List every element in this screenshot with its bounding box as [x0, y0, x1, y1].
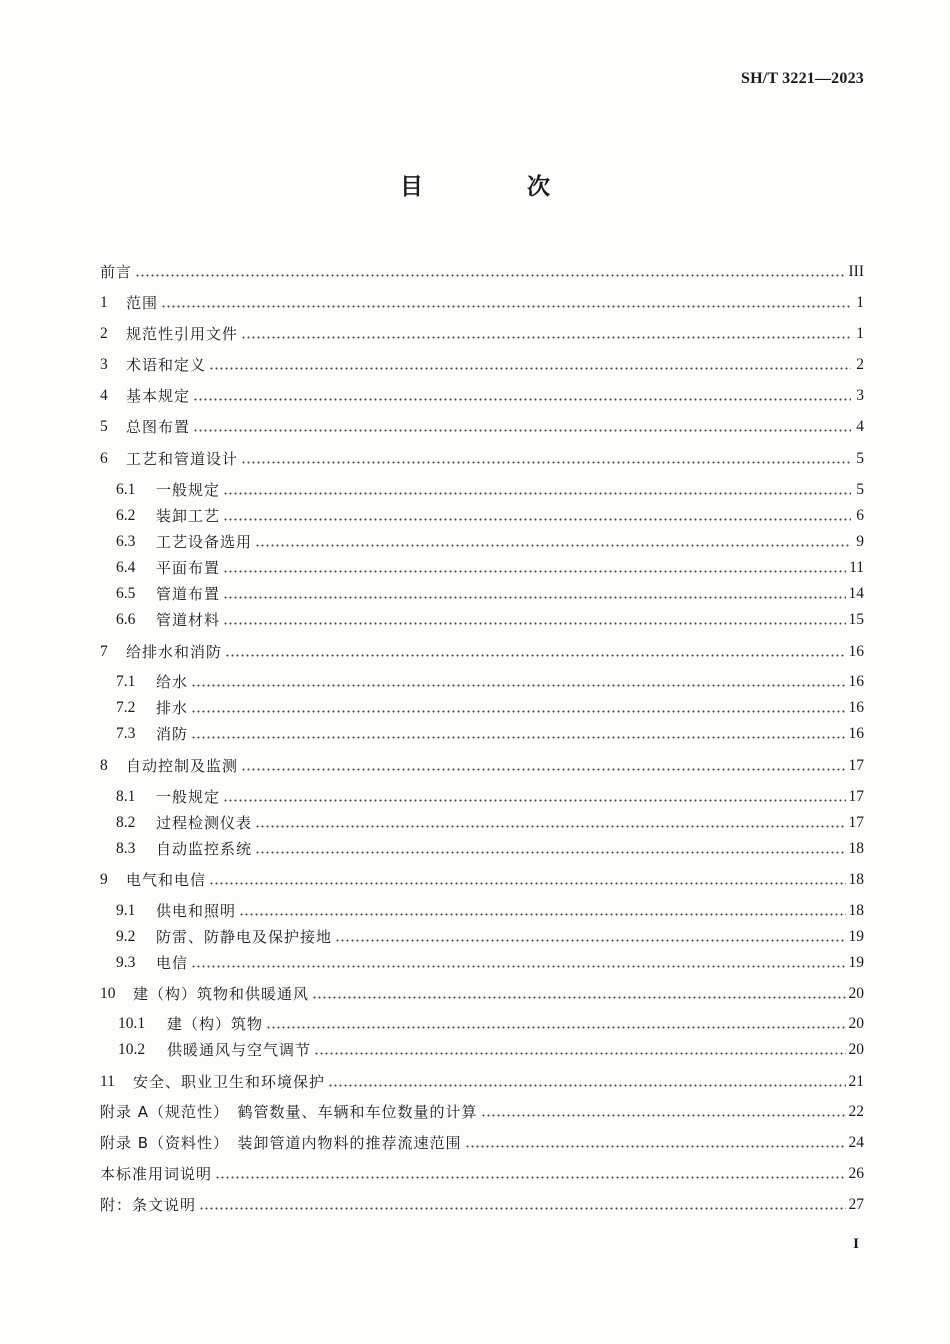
toc-entry-page: 1	[856, 325, 864, 342]
toc-entry-label: 自动控制及监测	[126, 757, 239, 775]
toc-entry-page: 15	[848, 611, 864, 628]
toc-dot-leader	[191, 965, 845, 968]
toc-dot-leader	[223, 570, 846, 573]
toc-entry-number: 6.1	[116, 481, 136, 498]
toc-entry-number: 1	[100, 294, 108, 311]
toc-entry-number: 9.2	[116, 928, 136, 945]
toc-entry-page: 18	[848, 902, 864, 919]
toc-entry[interactable]	[100, 1010, 864, 1034]
toc-entry-label: 供暖通风与空气调节	[167, 1041, 312, 1059]
toc-entry-page: 14	[848, 585, 864, 602]
toc-entry-label: 规范性引用文件	[126, 325, 239, 343]
toc-dot-leader	[239, 913, 845, 916]
toc-entry-page: 20	[848, 1015, 864, 1032]
toc-entry-number: 9.1	[116, 902, 136, 919]
standard-code: SH/T 3221—2023	[741, 70, 864, 87]
toc-entry-number: 9.3	[116, 954, 136, 971]
toc-entry-page: 19	[848, 928, 864, 945]
toc-entry-number: 2	[100, 325, 108, 342]
toc-entry-number: 10	[100, 985, 116, 1002]
toc-entry-label: 安全、职业卫生和环境保护	[133, 1073, 326, 1091]
toc-dot-leader	[328, 1084, 845, 1087]
toc-entry-label: 管道布置	[156, 585, 221, 603]
toc-entry[interactable]	[100, 980, 864, 1004]
toc-entry-number: 7.3	[116, 725, 136, 742]
toc-entry-number: 4	[100, 387, 108, 404]
toc-entry[interactable]	[100, 382, 864, 406]
toc-dot-leader	[209, 882, 845, 885]
toc-dot-leader	[193, 429, 851, 432]
toc-entry[interactable]	[100, 320, 864, 344]
toc-entry[interactable]	[100, 289, 864, 313]
toc-entry-label: 一般规定	[156, 788, 221, 806]
toc-dot-leader	[135, 274, 845, 277]
toc-entry[interactable]	[100, 1036, 864, 1060]
toc-entry-label: 一般规定	[156, 481, 221, 499]
toc-entry[interactable]	[100, 866, 864, 890]
toc-entry-label: 范围	[126, 294, 159, 312]
toc-entry-page: 17	[848, 814, 864, 831]
toc-entry-label: 管道材料	[156, 611, 221, 629]
toc-dot-leader	[266, 1026, 845, 1029]
toc-dot-leader	[255, 825, 845, 828]
toc-entry-label: 排水	[156, 699, 189, 717]
toc-entry-number: 7.1	[116, 673, 136, 690]
toc-dot-leader	[223, 596, 845, 599]
toc-entry-page: 1	[856, 294, 864, 311]
toc-entry-page: 16	[848, 673, 864, 690]
toc-entry[interactable]	[100, 809, 864, 833]
toc-entry-label: 平面布置	[156, 559, 221, 577]
page-number: I	[853, 1236, 859, 1252]
toc-entry-page: 27	[848, 1196, 864, 1213]
toc-entry-page: 22	[848, 1103, 864, 1120]
toc-entry-label: 工艺设备选用	[156, 533, 253, 551]
toc-dot-leader	[255, 851, 845, 854]
toc-dot-leader	[193, 398, 851, 401]
toc-entry[interactable]	[100, 752, 864, 776]
toc-entry[interactable]	[100, 258, 864, 282]
toc-entry[interactable]	[100, 897, 864, 921]
toc-dot-leader	[191, 684, 845, 687]
toc-dot-leader	[314, 1052, 845, 1055]
toc-entry-page: 18	[848, 840, 864, 857]
toc-entry-page: 2	[856, 356, 864, 373]
toc-dot-leader	[225, 654, 845, 657]
toc-entry-number: 5	[100, 418, 108, 435]
toc-entry-page: 16	[848, 643, 864, 660]
toc-entry-page: 6	[856, 507, 864, 524]
toc-entry[interactable]	[100, 580, 864, 604]
toc-entry[interactable]	[100, 1068, 864, 1092]
toc-entry[interactable]	[100, 720, 864, 744]
toc-entry-page: 11	[849, 559, 864, 576]
toc-entry-label: 电气和电信	[126, 871, 207, 889]
toc-entry-page: 17	[848, 788, 864, 805]
toc-entry[interactable]	[100, 694, 864, 718]
toc-dot-leader	[223, 492, 851, 495]
toc-dot-leader	[215, 1176, 845, 1179]
toc-dot-leader	[191, 736, 845, 739]
toc-entry-label: 基本规定	[126, 387, 191, 405]
toc-entry-label: 电信	[156, 954, 189, 972]
toc-entry[interactable]	[100, 1129, 864, 1153]
toc-entry[interactable]	[100, 835, 864, 859]
toc-entry-label: 附录 B（资料性） 装卸管道内物料的推荐流速范围	[100, 1134, 462, 1152]
toc-dot-leader	[191, 710, 845, 713]
toc-title: 目 次	[399, 174, 598, 200]
toc-entry-label: 自动监控系统	[156, 840, 253, 858]
toc-entry-label: 消防	[156, 725, 189, 743]
toc-entry-page: 16	[848, 725, 864, 742]
toc-entry-number: 6.4	[116, 559, 136, 576]
toc-entry-page: 20	[848, 985, 864, 1002]
toc-entry[interactable]	[100, 1191, 864, 1215]
toc-entry-label: 附录 A（规范性） 鹤管数量、车辆和车位数量的计算	[100, 1103, 478, 1121]
toc-entry-number: 9	[100, 871, 108, 888]
toc-dot-leader	[223, 518, 851, 521]
toc-dot-leader	[465, 1145, 846, 1148]
toc-entry-number: 10.2	[118, 1041, 146, 1058]
toc-entry-number: 8	[100, 757, 108, 774]
toc-dot-leader	[481, 1114, 846, 1117]
toc-entry-label: 术语和定义	[126, 356, 207, 374]
toc-entry-page: 21	[848, 1073, 864, 1090]
toc-entry-page: 18	[848, 871, 864, 888]
toc-entry[interactable]	[100, 351, 864, 375]
toc-dot-leader	[335, 939, 845, 942]
toc-entry[interactable]	[100, 1160, 864, 1184]
toc-entry[interactable]	[100, 554, 864, 578]
toc-entry-number: 6.5	[116, 585, 136, 602]
toc-entry-page: III	[848, 263, 864, 280]
toc-entry-page: 19	[848, 954, 864, 971]
toc-dot-leader	[223, 622, 845, 625]
toc-entry-page: 26	[848, 1165, 864, 1182]
toc-entry-page: 4	[856, 418, 864, 435]
toc-entry[interactable]	[100, 668, 864, 692]
toc-entry[interactable]	[100, 502, 864, 526]
toc-entry-label: 本标准用词说明	[100, 1165, 213, 1183]
toc-entry-label: 给水	[156, 673, 189, 691]
toc-entry-page: 20	[848, 1041, 864, 1058]
toc-entry-number: 3	[100, 356, 108, 373]
toc-entry[interactable]	[100, 606, 864, 630]
toc-entry-number: 6.3	[116, 533, 136, 550]
toc-entry-number: 8.1	[116, 788, 136, 805]
toc-entry[interactable]	[100, 476, 864, 500]
toc-entry-page: 5	[856, 450, 864, 467]
toc-entry-number: 7.2	[116, 699, 136, 716]
toc-entry[interactable]	[100, 445, 864, 469]
toc-entry-number: 6.2	[116, 507, 136, 524]
toc-entry-page: 3	[856, 387, 864, 404]
toc-entry-page: 5	[856, 481, 864, 498]
toc-entry[interactable]	[100, 638, 864, 662]
toc-entry[interactable]	[100, 413, 864, 437]
toc-entry[interactable]	[100, 923, 864, 947]
toc-entry-label: 附：条文说明	[100, 1196, 197, 1214]
toc-entry-number: 8.3	[116, 840, 136, 857]
toc-entry[interactable]	[100, 949, 864, 973]
toc-dot-leader	[199, 1207, 845, 1210]
toc-entry-page: 9	[856, 533, 864, 550]
toc-entry-number: 7	[100, 643, 108, 660]
toc-entry-page: 24	[848, 1134, 864, 1151]
toc-entry-number: 6	[100, 450, 108, 467]
toc-entry-label: 过程检测仪表	[156, 814, 253, 832]
toc-entry-label: 总图布置	[126, 418, 191, 436]
toc-dot-leader	[255, 544, 851, 547]
toc-entry[interactable]	[100, 1098, 864, 1122]
toc-entry-number: 10.1	[118, 1015, 146, 1032]
toc-entry-number: 11	[100, 1073, 115, 1090]
toc-entry-number: 6.6	[116, 611, 136, 628]
toc-entry-page: 17	[848, 757, 864, 774]
toc-entry[interactable]	[100, 528, 864, 552]
toc-entry-label: 工艺和管道设计	[126, 450, 239, 468]
toc-dot-leader	[241, 336, 851, 339]
toc-entry-label: 装卸工艺	[156, 507, 221, 525]
toc-dot-leader	[209, 367, 851, 370]
toc-dot-leader	[161, 305, 851, 308]
toc-entry-label: 前言	[100, 263, 133, 281]
toc-entry-label: 给排水和消防	[126, 643, 223, 661]
toc-dot-leader	[241, 768, 845, 771]
toc-dot-leader	[312, 996, 845, 999]
toc-entry-page: 16	[848, 699, 864, 716]
toc-entry-label: 防雷、防静电及保护接地	[156, 928, 333, 946]
toc-entry-label: 供电和照明	[156, 902, 237, 920]
toc-entry-number: 8.2	[116, 814, 136, 831]
toc-entry-label: 建（构）筑物	[167, 1015, 264, 1033]
toc-entry-label: 建（构）筑物和供暖通风	[133, 985, 310, 1003]
toc-entry[interactable]	[100, 783, 864, 807]
toc-dot-leader	[223, 799, 845, 802]
toc-dot-leader	[241, 461, 851, 464]
